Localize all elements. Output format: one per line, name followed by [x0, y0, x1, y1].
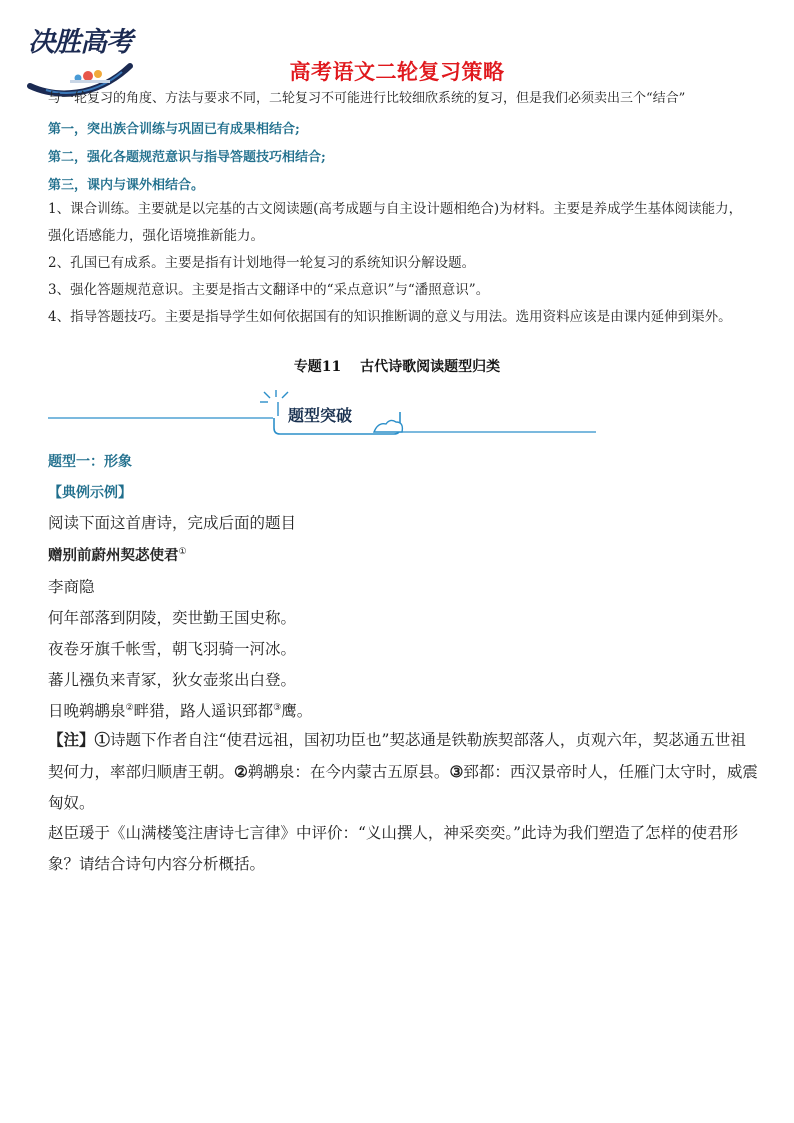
page-title: 高考语文二轮复习策略: [289, 60, 505, 84]
question-type-heading: 题型一：形象: [48, 454, 132, 470]
note-tag: 【注】: [48, 730, 95, 749]
point-item: 1、课合训练。主要就是以完基的古文阅读题(高考成题与自主设计题相绝合)为材料。主要是养成学生基体阅读能力，强化语感能力，强化语境推新能力。: [48, 201, 743, 244]
example-heading: 【典例示例】: [48, 485, 132, 501]
poem-line: 何年部落到阴陵，奕世勤王国史称。: [48, 609, 297, 627]
section-banner: [48, 388, 608, 438]
footnote-mark: ①: [178, 546, 187, 557]
poem-line: 蕃儿襁负来青冢，狄女壶浆出白登。: [48, 671, 297, 689]
note-number: ②: [234, 762, 248, 781]
logo-text: 决胜高考: [28, 27, 132, 58]
point-item: 2、孔国已有成系。主要是指有计划地得一轮复习的系统知识分解设题。: [48, 255, 476, 271]
poem-line-part: 日晚鹈鹕泉: [48, 702, 126, 720]
note-text: 郅都：西汉景帝时人，任雁门太守时，威震匈奴。: [48, 763, 758, 812]
footnote-mark: ②: [125, 702, 134, 713]
topic-heading: 专题11 古代诗歌阅读题型归类: [293, 359, 501, 375]
question-text: 赵臣瑗于《山满楼笺注唐诗七言律》中评价：“义山撰人，神采奕奕。”此诗为我们塑造了怎样的使君形象？请结合诗句内容分析概括。: [48, 824, 739, 873]
note-text: 鹈鹕泉：在今内蒙古五原县。: [247, 763, 450, 781]
poem-title-line: [48, 544, 187, 565]
point-item: 4、指导答题技巧。主要是指导学生如何依据国有的知识推断调的意义与用法。选用资料应该是由课内延伸到渠外。: [48, 309, 732, 325]
poem-author: 李商隐: [48, 578, 95, 596]
poem-line-part: 鹰。: [281, 702, 313, 720]
note-number: ③: [449, 762, 464, 781]
poem-line: [48, 699, 312, 721]
footnote-mark: ③: [273, 702, 282, 713]
note-text: 诗题下作者自注“使君远祖，国初功臣也”契苾通是铁勒族契部落人，贞观六年，契苾通五世祖契何力，率部归顺唐王朝。: [48, 731, 746, 781]
note-number: ①: [94, 730, 111, 749]
poem-title: 赠别前蔚州契苾使君: [48, 547, 179, 564]
strategy-item: 第三，课内与课外相结合。: [48, 178, 205, 193]
intro-text: 与一轮复习的角度、方法与要求不同，二轮复习不可能进行比较细欣系统的复习，但是我们必须卖出三个“结合”: [48, 91, 686, 106]
point-item: 3、强化答题规范意识。主要是指古文翻译中的“采点意识”与“潘照意识”。: [48, 282, 490, 298]
poem-line-part: 畔猎，路人遥识郅都: [133, 702, 274, 720]
strategy-item: 第二，强化各题规范意识与指导答题技巧相结合;: [48, 150, 326, 165]
instruction-text: 阅读下面这首唐诗，完成后面的题目: [48, 514, 297, 532]
poem-line: 夜卷牙旗千帐雪，朝飞羽骑一河冰。: [48, 640, 297, 658]
banner-label: 题型突破: [288, 406, 353, 425]
annotation-block: [48, 724, 758, 819]
strategy-item: 第一，突出族合训练与巩固已有成果相结合;: [48, 122, 300, 137]
